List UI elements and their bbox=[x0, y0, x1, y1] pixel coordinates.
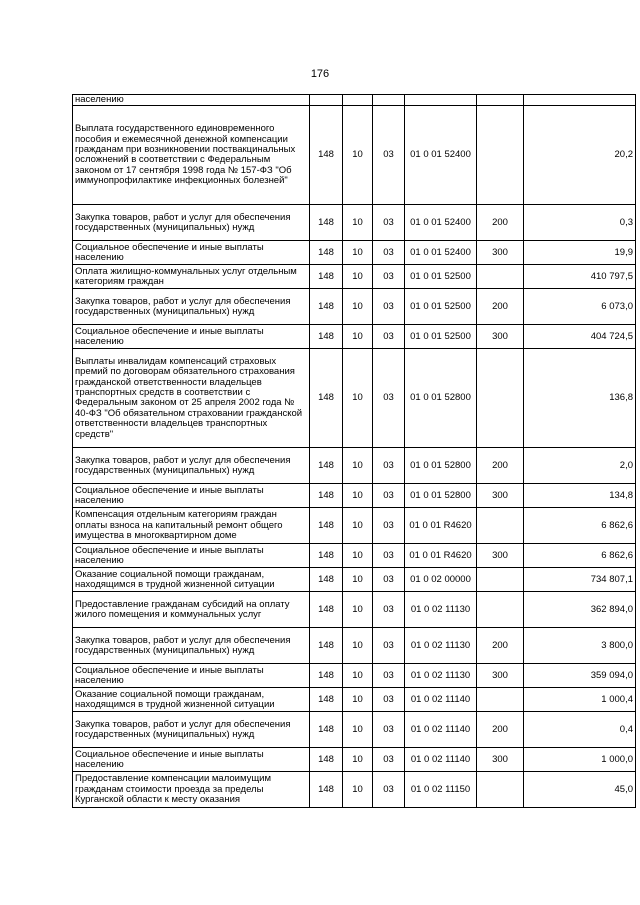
cell-name: Социальное обеспечение и иные выплаты населению bbox=[73, 544, 310, 568]
table-row bbox=[73, 592, 636, 628]
cell-vr: 300 bbox=[477, 748, 524, 772]
cell-pr: 03 bbox=[373, 748, 405, 772]
cell-name: Предоставление гражданам субсидий на оплату жилого помещения и коммунальных услуг bbox=[73, 592, 310, 628]
cell-pr: 03 bbox=[373, 349, 405, 448]
cell-rz: 10 bbox=[343, 508, 373, 544]
cell-gr bbox=[310, 95, 343, 106]
cell-rz: 10 bbox=[343, 265, 373, 289]
cell-name: Социальное обеспечение и иные выплаты населению bbox=[73, 241, 310, 265]
table-row bbox=[73, 568, 636, 592]
cell-csr: 01 0 02 11130 bbox=[405, 664, 477, 688]
cell-name: Закупка товаров, работ и услуг для обеспечения государственных (муниципальных) нужд bbox=[73, 628, 310, 664]
cell-csr: 01 0 02 11150 bbox=[405, 772, 477, 808]
cell-pr: 03 bbox=[373, 592, 405, 628]
cell-name: Закупка товаров, работ и услуг для обеспечения государственных (муниципальных) нужд bbox=[73, 448, 310, 484]
cell-rz: 10 bbox=[343, 772, 373, 808]
cell-vr: 200 bbox=[477, 448, 524, 484]
cell-pr: 03 bbox=[373, 544, 405, 568]
cell-pr: 03 bbox=[373, 325, 405, 349]
cell-csr: 01 0 01 52500 bbox=[405, 265, 477, 289]
cell-name: Закупка товаров, работ и услуг для обеспечения государственных (муниципальных) нужд bbox=[73, 712, 310, 748]
cell-gr: 148 bbox=[310, 484, 343, 508]
cell-rz: 10 bbox=[343, 448, 373, 484]
cell-name: Оказание социальной помощи гражданам, находящимся в трудной жизненной ситуации bbox=[73, 688, 310, 712]
cell-csr: 01 0 02 11140 bbox=[405, 748, 477, 772]
cell-name: Выплаты инвалидам компенсаций страховых премий по договорам обязательного страхования гражданской ответственности владельцев транспортных средств в соответствии с Федеральным законом от 25 апреля 2002 года № 40-ФЗ "Об обязательном страховании гражданской ответственности владельцев транспортных средств" bbox=[73, 349, 310, 448]
cell-csr: 01 0 01 R4620 bbox=[405, 508, 477, 544]
table-row bbox=[73, 265, 636, 289]
cell-sum: 410 797,5 bbox=[524, 265, 636, 289]
cell-rz: 10 bbox=[343, 592, 373, 628]
cell-csr bbox=[405, 95, 477, 106]
cell-csr: 01 0 01 52400 bbox=[405, 106, 477, 205]
cell-csr: 01 0 01 52800 bbox=[405, 448, 477, 484]
cell-sum: 0,4 bbox=[524, 712, 636, 748]
cell-name: Предоставление компенсации малоимущим гражданам стоимости проезда за пределы Курганской области к месту оказания bbox=[73, 772, 310, 808]
cell-name: населению bbox=[73, 95, 310, 106]
cell-name: Социальное обеспечение и иные выплаты населению bbox=[73, 748, 310, 772]
table-row bbox=[73, 628, 636, 664]
cell-gr: 148 bbox=[310, 241, 343, 265]
cell-gr: 148 bbox=[310, 325, 343, 349]
cell-pr bbox=[373, 95, 405, 106]
cell-sum: 3 800,0 bbox=[524, 628, 636, 664]
cell-rz: 10 bbox=[343, 712, 373, 748]
cell-gr: 148 bbox=[310, 712, 343, 748]
cell-gr: 148 bbox=[310, 106, 343, 205]
cell-vr: 300 bbox=[477, 664, 524, 688]
cell-rz: 10 bbox=[343, 349, 373, 448]
cell-csr: 01 0 01 52400 bbox=[405, 241, 477, 265]
table-row bbox=[73, 712, 636, 748]
cell-pr: 03 bbox=[373, 448, 405, 484]
table-row bbox=[73, 448, 636, 484]
cell-gr: 148 bbox=[310, 748, 343, 772]
cell-name: Социальное обеспечение и иные выплаты населению bbox=[73, 664, 310, 688]
table-row bbox=[73, 325, 636, 349]
cell-name: Закупка товаров, работ и услуг для обеспечения государственных (муниципальных) нужд bbox=[73, 289, 310, 325]
cell-sum: 0,3 bbox=[524, 205, 636, 241]
cell-rz: 10 bbox=[343, 106, 373, 205]
cell-vr: 300 bbox=[477, 544, 524, 568]
cell-gr: 148 bbox=[310, 544, 343, 568]
cell-gr: 148 bbox=[310, 568, 343, 592]
budget-table bbox=[72, 94, 636, 808]
cell-vr: 200 bbox=[477, 289, 524, 325]
table-row bbox=[73, 95, 636, 106]
cell-name: Оплата жилищно-коммунальных услуг отдельным категориям граждан bbox=[73, 265, 310, 289]
table-row bbox=[73, 106, 636, 205]
cell-sum: 734 807,1 bbox=[524, 568, 636, 592]
table-row bbox=[73, 205, 636, 241]
cell-vr bbox=[477, 592, 524, 628]
cell-pr: 03 bbox=[373, 106, 405, 205]
cell-pr: 03 bbox=[373, 241, 405, 265]
cell-vr: 300 bbox=[477, 241, 524, 265]
cell-gr: 148 bbox=[310, 628, 343, 664]
cell-pr: 03 bbox=[373, 484, 405, 508]
cell-sum: 45,0 bbox=[524, 772, 636, 808]
cell-csr: 01 0 02 11130 bbox=[405, 628, 477, 664]
cell-csr: 01 0 02 11130 bbox=[405, 592, 477, 628]
cell-sum: 134,8 bbox=[524, 484, 636, 508]
cell-gr: 148 bbox=[310, 688, 343, 712]
cell-sum: 1 000,0 bbox=[524, 748, 636, 772]
cell-sum: 404 724,5 bbox=[524, 325, 636, 349]
cell-gr: 148 bbox=[310, 265, 343, 289]
cell-gr: 148 bbox=[310, 664, 343, 688]
cell-rz bbox=[343, 95, 373, 106]
cell-gr: 148 bbox=[310, 448, 343, 484]
cell-pr: 03 bbox=[373, 772, 405, 808]
cell-pr: 03 bbox=[373, 508, 405, 544]
cell-pr: 03 bbox=[373, 265, 405, 289]
cell-rz: 10 bbox=[343, 664, 373, 688]
cell-csr: 01 0 02 11140 bbox=[405, 712, 477, 748]
cell-vr bbox=[477, 95, 524, 106]
cell-csr: 01 0 01 52800 bbox=[405, 484, 477, 508]
cell-vr: 300 bbox=[477, 325, 524, 349]
table-row bbox=[73, 289, 636, 325]
cell-pr: 03 bbox=[373, 568, 405, 592]
table-row bbox=[73, 688, 636, 712]
table-row bbox=[73, 241, 636, 265]
cell-vr bbox=[477, 688, 524, 712]
cell-vr bbox=[477, 772, 524, 808]
cell-rz: 10 bbox=[343, 748, 373, 772]
cell-vr bbox=[477, 265, 524, 289]
cell-rz: 10 bbox=[343, 688, 373, 712]
cell-gr: 148 bbox=[310, 772, 343, 808]
cell-csr: 01 0 01 52800 bbox=[405, 349, 477, 448]
cell-pr: 03 bbox=[373, 688, 405, 712]
cell-vr bbox=[477, 349, 524, 448]
cell-csr: 01 0 02 00000 bbox=[405, 568, 477, 592]
cell-rz: 10 bbox=[343, 325, 373, 349]
cell-vr: 300 bbox=[477, 484, 524, 508]
cell-name: Социальное обеспечение и иные выплаты населению bbox=[73, 325, 310, 349]
cell-sum bbox=[524, 95, 636, 106]
cell-name: Выплата государственного единовременного пособия и ежемесячной денежной компенсации гражданам при возникновении поствакцинальных осложнений в соответствии с Федеральным законом от 17 сентября 1998 года № 157-ФЗ "Об иммунопрофилактике инфекционных болезней" bbox=[73, 106, 310, 205]
cell-rz: 10 bbox=[343, 241, 373, 265]
cell-sum: 6 073,0 bbox=[524, 289, 636, 325]
cell-sum: 20,2 bbox=[524, 106, 636, 205]
cell-vr: 200 bbox=[477, 712, 524, 748]
cell-csr: 01 0 01 52500 bbox=[405, 289, 477, 325]
cell-csr: 01 0 01 52400 bbox=[405, 205, 477, 241]
cell-sum: 6 862,6 bbox=[524, 544, 636, 568]
cell-sum: 6 862,6 bbox=[524, 508, 636, 544]
table-row bbox=[73, 544, 636, 568]
cell-name: Закупка товаров, работ и услуг для обеспечения государственных (муниципальных) нужд bbox=[73, 205, 310, 241]
table-row bbox=[73, 772, 636, 808]
cell-csr: 01 0 01 R4620 bbox=[405, 544, 477, 568]
cell-gr: 148 bbox=[310, 349, 343, 448]
cell-rz: 10 bbox=[343, 289, 373, 325]
cell-gr: 148 bbox=[310, 205, 343, 241]
cell-vr bbox=[477, 568, 524, 592]
cell-rz: 10 bbox=[343, 544, 373, 568]
cell-sum: 19,9 bbox=[524, 241, 636, 265]
cell-pr: 03 bbox=[373, 664, 405, 688]
page-number: 176 bbox=[310, 68, 330, 80]
cell-vr: 200 bbox=[477, 205, 524, 241]
cell-pr: 03 bbox=[373, 628, 405, 664]
cell-gr: 148 bbox=[310, 508, 343, 544]
cell-vr: 200 bbox=[477, 628, 524, 664]
cell-gr: 148 bbox=[310, 289, 343, 325]
cell-rz: 10 bbox=[343, 628, 373, 664]
cell-name: Компенсация отдельным категориям граждан оплаты взноса на капитальный ремонт общего имущества в многоквартирном доме bbox=[73, 508, 310, 544]
cell-sum: 362 894,0 bbox=[524, 592, 636, 628]
cell-sum: 2,0 bbox=[524, 448, 636, 484]
cell-pr: 03 bbox=[373, 712, 405, 748]
table-row bbox=[73, 349, 636, 448]
cell-gr: 148 bbox=[310, 592, 343, 628]
cell-pr: 03 bbox=[373, 289, 405, 325]
cell-pr: 03 bbox=[373, 205, 405, 241]
table-row bbox=[73, 508, 636, 544]
cell-rz: 10 bbox=[343, 568, 373, 592]
cell-vr bbox=[477, 106, 524, 205]
table-row bbox=[73, 484, 636, 508]
cell-sum: 359 094,0 bbox=[524, 664, 636, 688]
cell-csr: 01 0 01 52500 bbox=[405, 325, 477, 349]
cell-rz: 10 bbox=[343, 484, 373, 508]
cell-rz: 10 bbox=[343, 205, 373, 241]
table-row bbox=[73, 664, 636, 688]
cell-vr bbox=[477, 508, 524, 544]
cell-sum: 1 000,4 bbox=[524, 688, 636, 712]
cell-csr: 01 0 02 11140 bbox=[405, 688, 477, 712]
table-row bbox=[73, 748, 636, 772]
cell-sum: 136,8 bbox=[524, 349, 636, 448]
cell-name: Оказание социальной помощи гражданам, находящимся в трудной жизненной ситуации bbox=[73, 568, 310, 592]
cell-name: Социальное обеспечение и иные выплаты населению bbox=[73, 484, 310, 508]
